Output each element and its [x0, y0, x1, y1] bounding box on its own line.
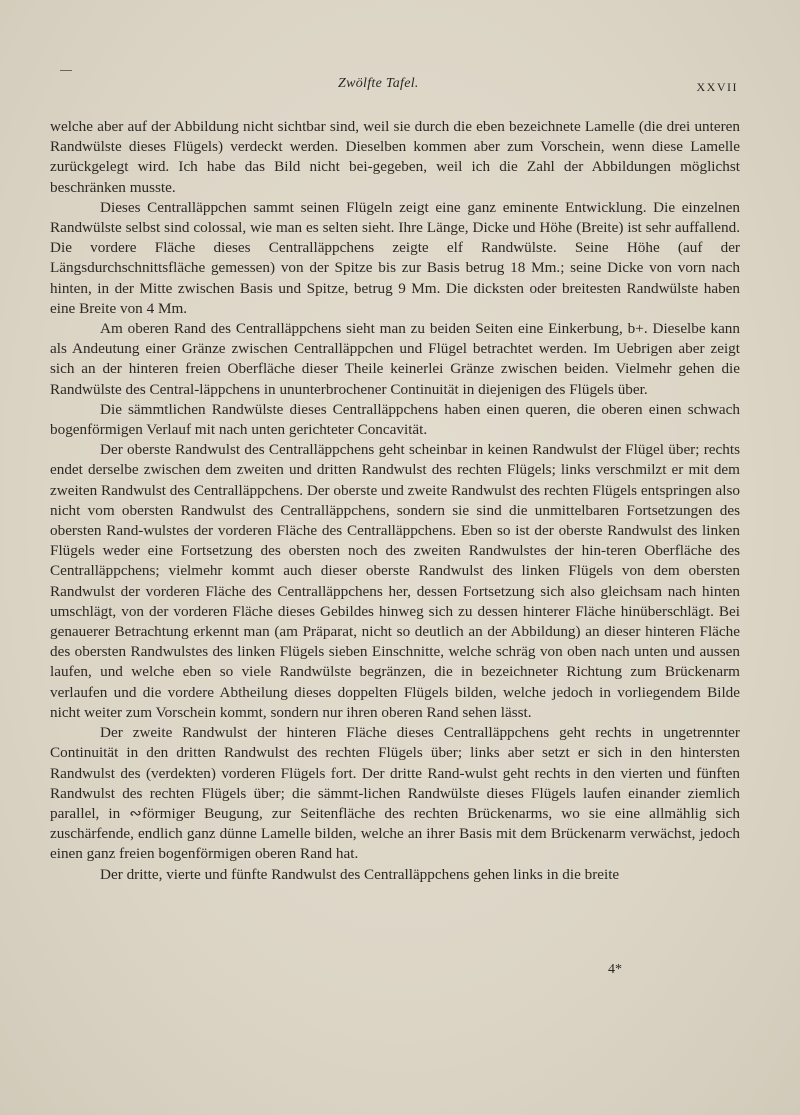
body-text — [50, 117, 740, 885]
page-header — [0, 76, 800, 98]
page-number: XXVII — [696, 80, 738, 94]
signature-mark: 4* — [608, 962, 622, 977]
running-title: Zwölfte Tafel. — [338, 76, 419, 91]
paragraph-2: Dieses Centralläppchen sammt seinen Flügeln zeigt eine ganz eminente Entwicklung. Die einzelnen Randwülste selbst sind colossal, wie man es selten sieht. Ihre Länge, Dicke und Höhe (Breite) ist sehr auffallend. Die vordere Fläche dieses Centralläppchens zeigte elf Randwülste. Seine Höhe (auf der Längsdurchschnittsfläche gemessen) von der Spitze bis zur Basis betrug 18 Mm.; seine Dicke von vorn nach hinten, in der Mitte zwischen Basis und Spitze, betrug 9 Mm. Die dicksten oder breitesten Randwülste haben eine Breite von 4 Mm. — [50, 198, 740, 317]
paragraph-4: Die sämmtlichen Randwülste dieses Centralläppchens haben einen queren, die oberen einen schwach bogenförmigen Verlauf mit nach unten gerichteter Concavität. — [50, 400, 740, 439]
paragraph-1: welche aber auf der Abbildung nicht sichtbar sind, weil sie durch die eben bezeichnete Lamelle (die drei unteren Randwülste dieses Flügels) verdeckt werden. Dieselben kommen aber zum Vorschein, wenn diese Lamelle zurückgelegt wird. Ich habe das Bild nicht bei-gegeben, weil ich die Zahl der Abbildungen möglichst beschränken musste. — [50, 118, 740, 196]
paragraph-7: Der dritte, vierte und fünfte Randwulst des Centralläppchens gehen links in die breite — [100, 865, 620, 883]
paragraph-6: Der zweite Randwulst der hinteren Fläche dieses Centralläppchens geht rechts in ungetrennter Continuität in den dritten Randwulst des rechten Flügels über; links aber setzt er sich in den hintersten Randwulst des (verdekten) vorderen Flügels fort. Der dritte Rand-wulst geht rechts in den vierten und fünften Randwulst des rechten Flügels über; die sämmt-lichen Randwülste dieses Flügels laufen einander ziemlich parallel, in ∾förmiger Beugung, zur Seitenfläche des rechten Brückenarms, wo sie eine allmählig sich zuschärfende, endlich ganz dünne Lamelle bilden, welche an ihrer Basis mit dem Brückenarm verwächst, jedoch einen ganz freien bogenförmigen oberen Rand hat. — [50, 724, 740, 863]
paragraph-3: Am oberen Rand des Centralläppchens sieht man zu beiden Seiten eine Einkerbung, b+. Dieselbe kann als Andeutung einer Gränze zwischen Centralläppchen und Flügel betrachtet werden. Im Uebrigen aber zeigt sich an der hinteren freien Oberfläche dieser Theile keinerlei Gränze zwischen beiden. Vielmehr gehen die Randwülste des Central-läppchens in ununterbrochener Continuität in diejenigen des Flügels über. — [50, 320, 740, 398]
paragraph-5: Der oberste Randwulst des Centralläppchens geht scheinbar in keinen Randwulst der Flügel über; rechts endet derselbe zwischen dem zweiten und dritten Randwulst des rechten Flügels; links verschmilzt er mit dem zweiten Randwulst des Centralläppchens. Der oberste und zweite Randwulst des rechten Flügels entspringen also nicht vom obersten Randwulst des Centralläppchens, sondern sie sind die unmittelbaren Fortsetzungen des obersten Rand-wulstes der vorderen Fläche des Centralläppchens. Eben so ist der oberste Randwulst des linken Flügels weder eine Fortsetzung des obersten noch des zweiten Randwulstes der hin-teren Oberfläche des Centralläppchens; vielmehr kommt auch dieser oberste Randwulst des linken Flügels von dem obersten Randwulst der vorderen Fläche des Centralläppchens her, dessen Fortsetzung sich also gleichsam nach hinten umschlägt, von der vorderen Fläche dieses Gebildes hinweg sich zu dessen hinterer Fläche hinüberschlägt. Bei genauerer Betrachtung erkennt man (am Präparat, nicht so deutlich an der Abbildung) an dieser hinteren Fläche des obersten Randwulstes des linken Flügels sieben Einschnitte, welche schräg von oben nach unten und aussen laufen, und welche eben so viele Randwülste begränzen, die in bezeichneter Richtung zum Brückenarm verlaufen und die vordere Abtheilung dieses doppelten Flügels bilden, welche jedoch in vorliegendem Bilde nicht weiter zum Vorschein kommt, sondern nur ihren oberen Rand sehen lässt. — [50, 441, 741, 721]
margin-mark — [60, 70, 72, 71]
